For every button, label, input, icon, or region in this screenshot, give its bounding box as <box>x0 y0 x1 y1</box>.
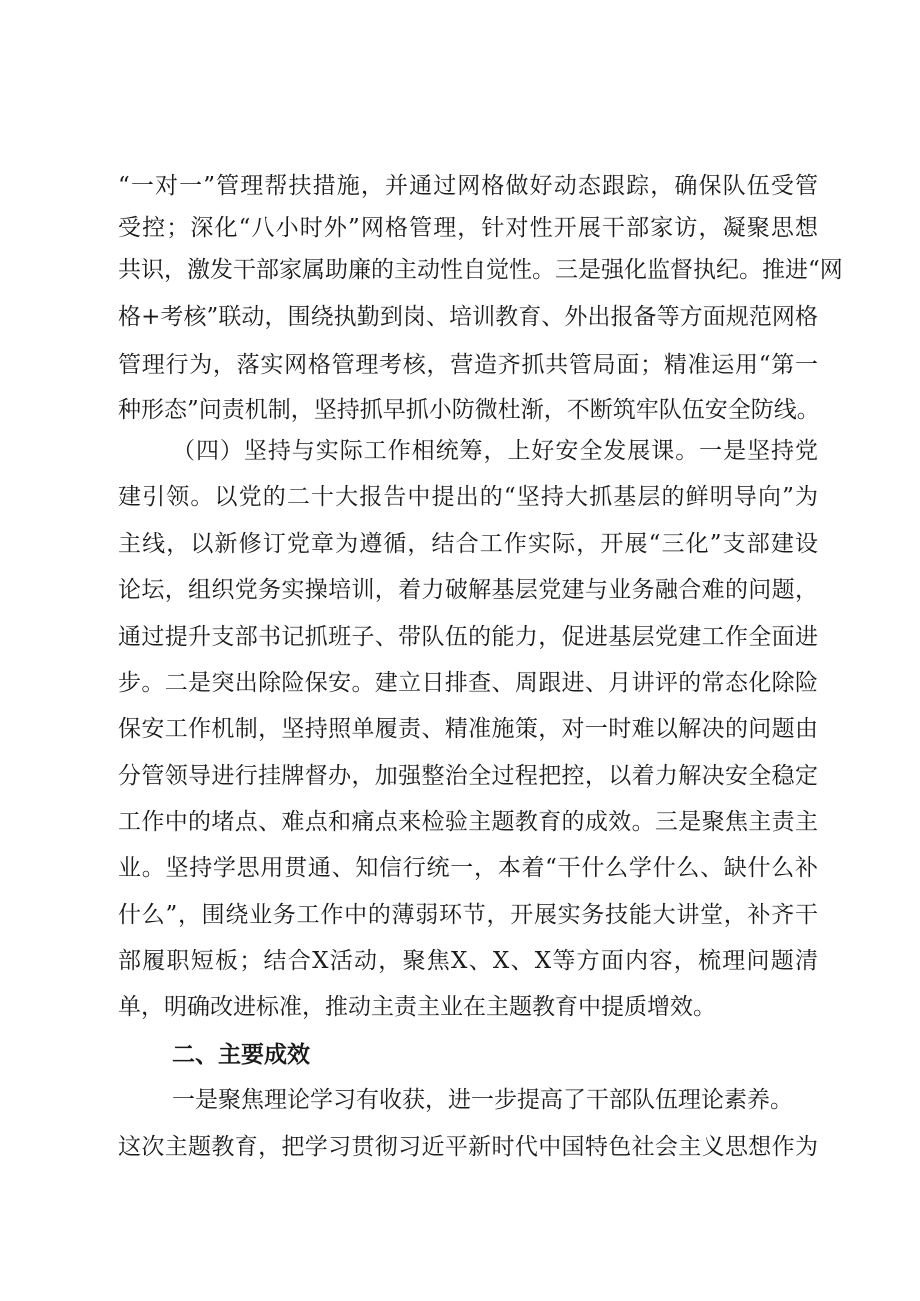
section-heading-results: 二、主要成效 <box>172 1042 310 1068</box>
text-line: 保安工作机制，坚持照单履责、精准施策，对一时难以解决的问题由 <box>118 716 818 742</box>
text-line: 分管领导进行挂牌督办，加强整治全过程把控，以着力解决安全稳定 <box>118 763 818 789</box>
text-line: “一对一”管理帮扶措施，并通过网格做好动态跟踪，确保队伍受管 <box>118 173 818 199</box>
text-line: 这次主题教育，把学习贯彻习近平新时代中国特色社会主义思想作为 <box>118 1134 818 1160</box>
text-line: 步。二是突出除险保安。建立日排查、周跟进、月讲评的常态化除险 <box>118 670 818 696</box>
text-line: 论坛，组织党务实操培训，着力破解基层党建与业务融合难的问题， <box>118 577 818 603</box>
text-line: 种形态”问责机制，坚持抓早抓小防微杜渐，不断筑牢队伍安全防线。 <box>118 397 820 423</box>
text-line: 业。坚持学思用贯通、知信行统一，本着“干什么学什么、缺什么补 <box>118 855 818 881</box>
text-line: 管理行为，落实网格管理考核，营造齐抓共管局面；精准运用“第一 <box>118 352 818 378</box>
text-line: 工作中的堵点、难点和痛点来检验主题教育的成效。三是聚焦主责主 <box>118 809 818 835</box>
text-line: 格+考核”联动，围绕执勤到岗、培训教育、外出报备等方面规范网格 <box>118 304 818 330</box>
text-line: 单，明确改进标准，推动主责主业在主题教育中提质增效。 <box>118 994 716 1020</box>
text-line: 部履职短板；结合X活动，聚焦X、X、X等方面内容，梳理问题清 <box>118 948 818 974</box>
text-line: 什么”，围绕业务工作中的薄弱环节，开展实务技能大讲堂，补齐干 <box>118 902 818 928</box>
text-line: 受控；深化“八小时外”网格管理，针对性开展干部家访，凝聚思想 <box>118 215 818 241</box>
text-line: 一是聚焦理论学习有收获，进一步提高了干部队伍理论素养。 <box>172 1087 793 1113</box>
section-heading-four: （四）坚持与实际工作相统筹，上好安全发展课。一是坚持党 <box>172 438 818 464</box>
text-line: 通过提升支部书记抓班子、带队伍的能力，促进基层党建工作全面进 <box>118 624 818 650</box>
text-line: 建引领。以党的二十大报告中提出的“坚持大抓基层的鲜明导向”为 <box>118 484 818 510</box>
text-line: 共识，激发干部家属助廉的主动性自觉性。三是强化监督执纪。推进“网 <box>118 257 843 283</box>
text-line: 主线，以新修订党章为遵循，结合工作实际，开展“三化”支部建设 <box>118 531 818 557</box>
